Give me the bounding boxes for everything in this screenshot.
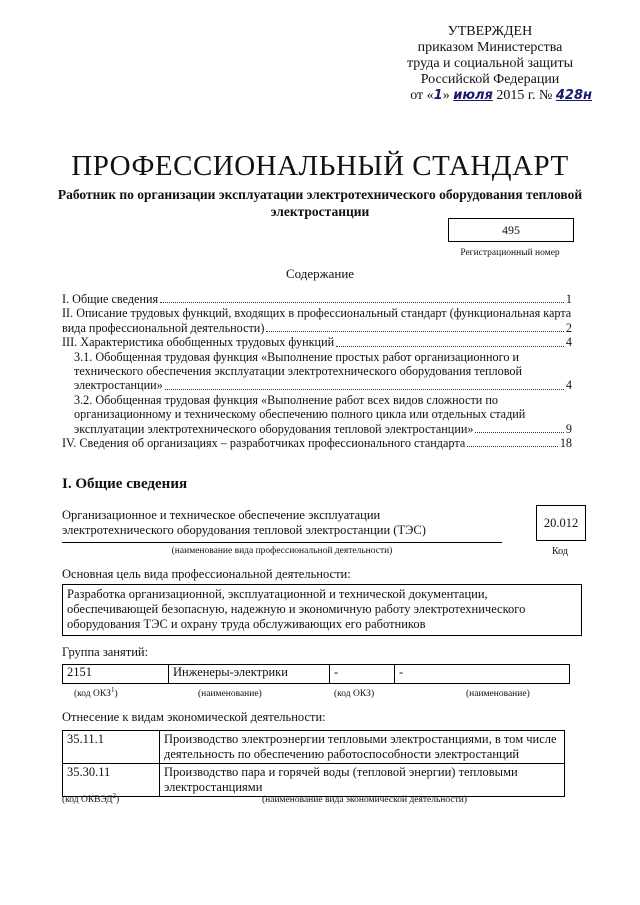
approval-line-1: приказом Министерства	[417, 40, 563, 55]
toc-item[interactable]: III. Характеристика обобщенных трудовых функций 4	[62, 335, 572, 350]
okved-code-cell: 35.11.1	[63, 731, 160, 764]
okved-table	[62, 730, 565, 797]
occupation-group-table	[62, 664, 570, 684]
approval-line-3: Российской Федерации	[420, 72, 560, 87]
registration-number-box: 495	[448, 218, 574, 242]
toc-item[interactable]: 3.2. Обобщенная трудовая функция «Выполнение работ всех видов сложности по организационному и техническому обеспечению полного цикла или отдельных стадий эксплуатации электротехнического оборудования тепловой электростанции» 9	[74, 392, 572, 436]
okz-code-cell: 2151	[63, 665, 169, 684]
toc-item[interactable]: II. Описание трудовых функций, входящих в профессиональный стандарт (функциональная карта вида профессиональной деятельности) 2	[62, 306, 572, 335]
activity-underline	[62, 542, 502, 543]
okz-code-cell: -	[330, 665, 395, 684]
activity-caption: (наименование вида профессиональной деятельности)	[171, 546, 393, 556]
caption-name: (наименование)	[466, 689, 530, 699]
caption-name: (наименование)	[198, 689, 262, 699]
goal-label: Основная цель вида профессиональной деятельности:	[62, 567, 351, 581]
section-title: I. Общие сведения	[62, 476, 188, 492]
group-label: Группа занятий:	[62, 645, 149, 659]
okved-code-cell: 35.30.11	[63, 764, 160, 797]
document-title: ПРОФЕССИОНАЛЬНЫЙ СТАНДАРТ	[71, 150, 569, 182]
activity-code-caption: Код	[552, 546, 568, 557]
toc-item[interactable]: 3.1. Обобщенная трудовая функция «Выполнение простых работ организационного и технического обеспечения эксплуатации электротехнического оборудования тепловой электростанции» 4	[74, 349, 572, 393]
caption-okz-code: (код ОКЗ)	[334, 689, 375, 699]
okz-name-cell: -	[395, 665, 570, 684]
document-subtitle: Работник по организации эксплуатации электротехнического оборудования тепловой электростанции	[57, 187, 583, 219]
activity-name: Организационное и техническое обеспечение эксплуатации электротехнического оборудования тепловой электростанции (ТЭС)	[62, 508, 426, 537]
toc-item[interactable]: IV. Сведения об организациях – разработчиках профессионального стандарта 18	[62, 436, 572, 451]
toc-title: Содержание	[285, 266, 355, 281]
toc-item[interactable]: I. Общие сведения 1	[62, 292, 572, 306]
okz-name-cell: Инженеры-электрики	[169, 665, 330, 684]
registration-number-label: Регистрационный номер	[460, 248, 560, 258]
handwritten-month: июля	[453, 88, 493, 103]
approval-date: от «1» июля 2015 г. № 428н	[410, 88, 592, 103]
approval-block	[400, 24, 592, 104]
okved-captions	[62, 791, 582, 807]
table-row	[63, 764, 565, 797]
activity-code-box: 20.012	[536, 505, 586, 541]
handwritten-day: 1	[433, 88, 443, 103]
handwritten-number: 428н	[555, 88, 592, 103]
table-row	[63, 731, 565, 764]
occupation-group-captions	[62, 685, 582, 701]
okved-label: Отнесение к видам экономической деятельности:	[62, 710, 326, 724]
caption-okz-code: (код ОКЗ$^1$)	[74, 685, 118, 699]
caption-okved-name: (наименование вида экономической деятельности)	[262, 795, 467, 805]
approval-line-2: труда и социальной защиты	[407, 56, 573, 71]
goal-box: Разработка организационной, эксплуатационной и технической документации, обеспечивающей безопасную, надежную и экономичную работу электротехнического оборудования ТЭС и охрану труда обслуживающих его работников	[62, 584, 582, 636]
okved-name-cell: Производство пара и горячей воды (тепловой энергии) тепловыми электростанциями	[160, 764, 565, 797]
okved-name-cell: Производство электроэнергии тепловыми электростанциями, в том числе деятельность по обеспечению работоспособности электростанций	[160, 731, 565, 764]
table-of-contents	[62, 292, 572, 450]
approval-title: УТВЕРЖДЕН	[447, 24, 533, 39]
table-row	[63, 665, 570, 684]
caption-okved-code: (код ОКВЭД$^2$)	[62, 791, 120, 805]
